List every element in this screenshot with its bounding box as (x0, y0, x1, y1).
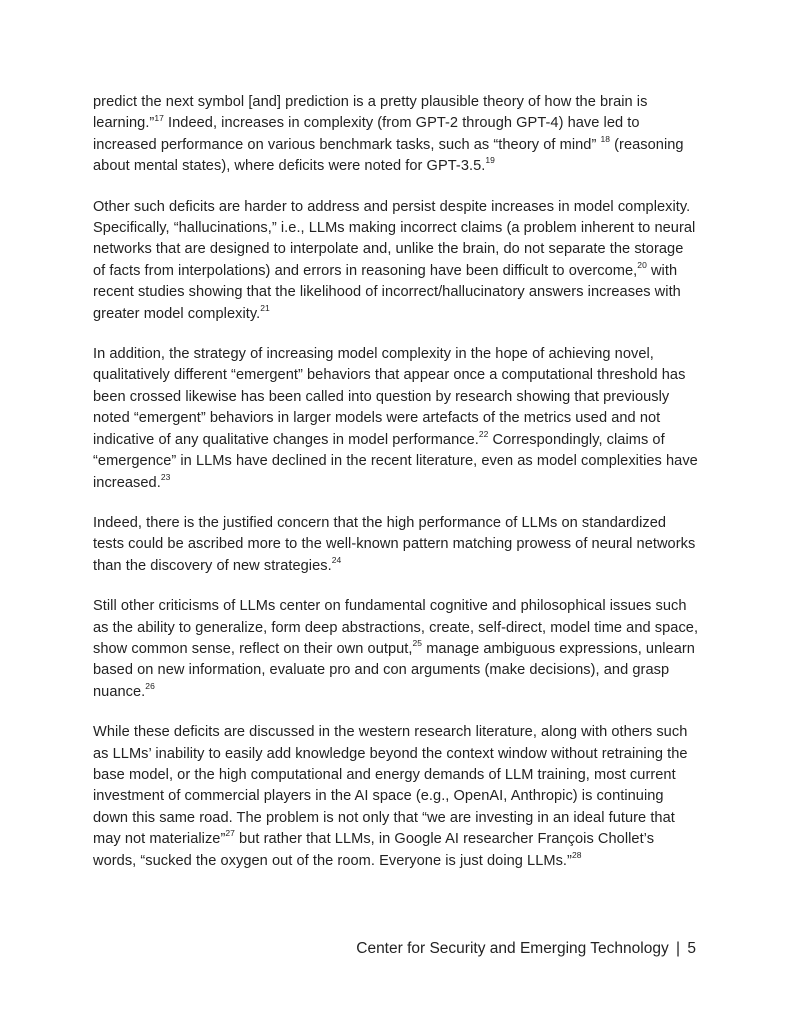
paragraph-5 (93, 596, 699, 703)
footnote-ref-20[interactable]: 20 (637, 259, 647, 270)
footnote-ref-26[interactable]: 26 (145, 680, 155, 691)
footnote-ref-24[interactable]: 24 (331, 554, 342, 565)
paragraph-text: Indeed, there is the justified concern that the high performance of LLMs on standardized tests could be ascribed more to the well-known pattern matching prowess of neural networks than the discovery of new strategies. (93, 514, 696, 574)
paragraph-text: While these deficits are discussed in the western research literature, along with others such as LLMs’ inability to easily add knowledge beyond the context window without retraining the base model, or the high computational and energy demands of LLM training, most current investment of commercial players in the AI space (e.g., OpenAI, Anthropic) is continuing down this same road. The problem is not only that “we are investing in an ideal future that may not materialize” (93, 724, 688, 848)
paragraph-1 (93, 92, 699, 178)
paragraph-6 (93, 722, 699, 872)
footnote-ref-22[interactable]: 22 (478, 428, 489, 439)
paragraph-2 (93, 197, 699, 325)
paragraph-text: Still other criticisms of LLMs center on fundamental cognitive and philosophical issues such as the ability to generalize, form deep abstractions, create, self-direct, model time and space, show common sense, reflect on their own output, (93, 598, 699, 657)
footnote-ref-27[interactable]: 27 (225, 828, 235, 839)
paragraph-text: Correspondingly, claims of “emergence” in LLMs have declined in the recent literature, even as model complexities have increased. (93, 431, 698, 491)
paragraph-text: Indeed, increases in complexity (from GPT-2 through GPT-4) have led to increased performance on various benchmark tasks, such as “theory of mind” (93, 115, 640, 153)
footnote-ref-23[interactable]: 23 (160, 471, 171, 482)
footnote-ref-28[interactable]: 28 (571, 849, 582, 860)
footnote-ref-21[interactable]: 21 (260, 302, 270, 313)
page-number: 5 (687, 940, 696, 957)
paragraph-4 (93, 513, 699, 577)
footnote-ref-18[interactable]: 18 (600, 133, 611, 144)
page-footer (356, 938, 696, 960)
paragraph-3 (93, 344, 699, 494)
paragraph-text: (reasoning about mental states), where deficits were noted for GPT-3.5. (93, 136, 684, 175)
footnote-ref-17[interactable]: 17 (154, 112, 164, 123)
footer-organization: Center for Security and Emerging Technology (356, 940, 669, 957)
paragraph-text: Other such deficits are harder to address and persist despite increases in model complexity. Specifically, “hallucinations,” i.e., LLMs making incorrect claims (a problem inherent to neural networks that are designed to interpolate and, unlike the brain, do not separate the storage of facts from interpolations) and errors in reasoning have been difficult to overcome, (93, 198, 696, 279)
paragraph-text: In addition, the strategy of increasing model complexity in the hope of achieving novel, qualitatively different “emergent” behaviors that appear once a computational threshold has been crossed likewise has been called into question by research showing that previously noted “emergent” behaviors in larger models were artefacts of the metrics used and not indicative of any qualitative changes in model performance. (93, 346, 686, 448)
footnote-ref-19[interactable]: 19 (485, 155, 495, 166)
paragraph-text: but rather that LLMs, in Google AI researcher François Chollet’s words, “sucked the oxygen out of the room. Everyone is just doing LLMs.” (93, 831, 655, 869)
paragraph-text: predict the next symbol [and] prediction is a pretty plausible theory of how the brain is learning.” (93, 94, 648, 132)
footnote-ref-25[interactable]: 25 (412, 638, 423, 649)
footer-separator: | (676, 940, 681, 957)
paragraph-text: manage ambiguous expressions, unlearn based on new information, evaluate pro and con arguments (make decisions), and grasp nuance. (93, 640, 695, 700)
page-body (93, 92, 699, 891)
paragraph-text: with recent studies showing that the likelihood of incorrect/hallucinatory answers increases with greater model complexity. (93, 262, 681, 322)
